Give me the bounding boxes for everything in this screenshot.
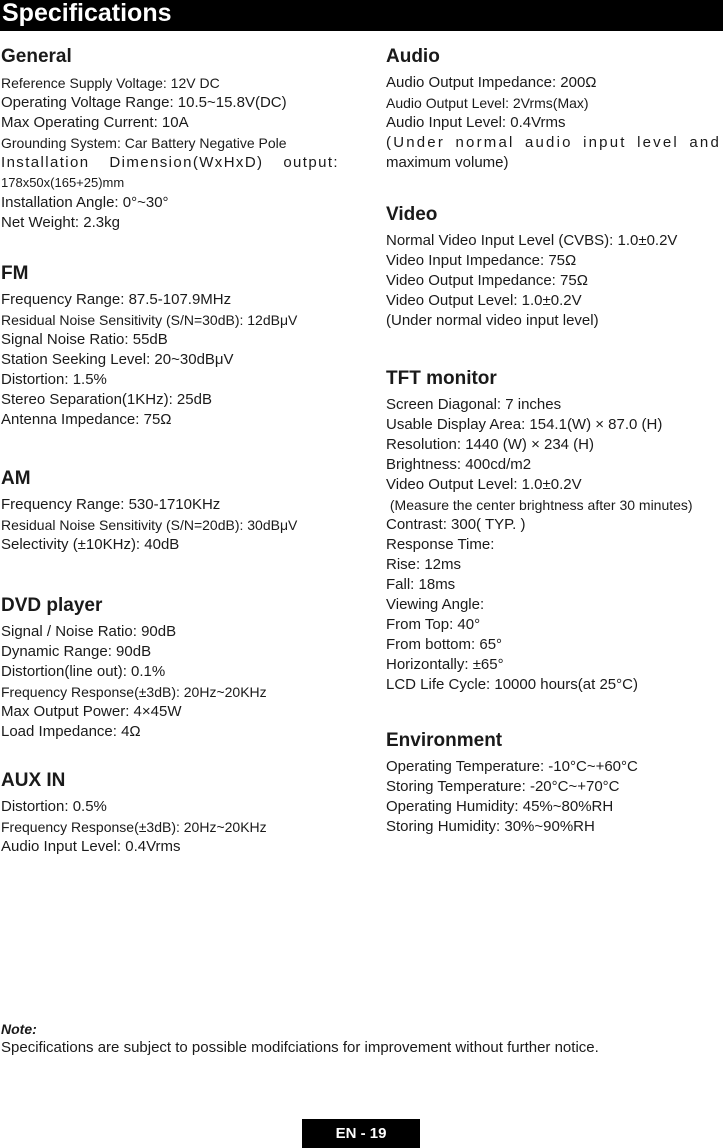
spec-line: 178x50x(165+25)mm bbox=[1, 175, 125, 190]
spec-line: Rise: 12ms bbox=[386, 556, 462, 573]
spec-line: Signal / Noise Ratio: 90dB bbox=[1, 623, 177, 640]
section-video bbox=[386, 202, 677, 331]
section-tft-monitor bbox=[386, 366, 693, 695]
spec-line: Video Output Level: 1.0±0.2V bbox=[386, 476, 582, 493]
section-audio bbox=[386, 44, 721, 173]
spec-line: Selectivity (±10KHz): 40dB bbox=[1, 536, 180, 553]
spec-line: Distortion: 0.5% bbox=[1, 798, 107, 815]
spec-line: Antenna Impedance: 75Ω bbox=[1, 411, 172, 428]
section-aux-in bbox=[1, 768, 267, 857]
section-title-audio: Audio bbox=[386, 46, 440, 67]
spec-line: (Under normal video input level) bbox=[386, 312, 599, 329]
spec-line: Max Operating Current: 10A bbox=[1, 114, 189, 131]
section-dvd-player bbox=[1, 593, 267, 742]
spec-line: Horizontally: ±65° bbox=[386, 656, 504, 673]
spec-line: maximum volume) bbox=[386, 154, 509, 171]
spec-line: Video Output Impedance: 75Ω bbox=[386, 272, 588, 289]
spec-line: Audio Input Level: 0.4Vrms bbox=[386, 114, 566, 131]
spec-line: Video Output Level: 1.0±0.2V bbox=[386, 292, 582, 309]
spec-line: Normal Video Input Level (CVBS): 1.0±0.2V bbox=[386, 232, 678, 249]
spec-line: Max Output Power: 4×45W bbox=[1, 703, 182, 720]
spec-line: Audio Input Level: 0.4Vrms bbox=[1, 838, 181, 855]
section-fm bbox=[1, 261, 297, 430]
spec-line: Operating Humidity: 45%~80%RH bbox=[386, 798, 614, 815]
spec-line: (Measure the center brightness after 30 minutes) bbox=[386, 497, 693, 513]
spec-line: Signal Noise Ratio: 55dB bbox=[1, 331, 168, 348]
spec-line: Response Time: bbox=[386, 536, 495, 553]
spec-line: Installation Angle: 0°~30° bbox=[1, 194, 169, 211]
section-title-am: AM bbox=[1, 468, 31, 489]
spec-line: Stereo Separation(1KHz): 25dB bbox=[1, 391, 212, 408]
section-title-general: General bbox=[1, 46, 72, 67]
spec-line: From Top: 40° bbox=[386, 616, 481, 633]
section-title-environment: Environment bbox=[386, 730, 503, 751]
spec-line: Storing Humidity: 30%~90%RH bbox=[386, 818, 595, 835]
spec-line: Usable Display Area: 154.1(W) × 87.0 (H) bbox=[386, 416, 663, 433]
spec-line: Residual Noise Sensitivity (S/N=20dB): 30dBμV bbox=[1, 517, 298, 533]
spec-line: Dynamic Range: 90dB bbox=[1, 643, 152, 660]
spec-line: Frequency Range: 87.5-107.9MHz bbox=[1, 291, 232, 308]
spec-line: Frequency Response(±3dB): 20Hz~20KHz bbox=[1, 819, 267, 835]
section-title-video: Video bbox=[386, 204, 438, 225]
spec-line: Load Impedance: 4Ω bbox=[1, 723, 141, 740]
section-environment bbox=[386, 728, 638, 837]
spec-line: Operating Temperature: -10°C~+60°C bbox=[386, 758, 638, 775]
spec-line: Distortion(line out): 0.1% bbox=[1, 663, 166, 680]
spec-line: Residual Noise Sensitivity (S/N=30dB): 12dBμV bbox=[1, 312, 298, 328]
spec-line: Installation Dimension(WxHxD) output: bbox=[1, 154, 339, 171]
spec-line: Distortion: 1.5% bbox=[1, 371, 107, 388]
spec-line: Fall: 18ms bbox=[386, 576, 456, 593]
spec-line: LCD Life Cycle: 10000 hours(at 25°C) bbox=[386, 676, 638, 693]
spec-line: Operating Voltage Range: 10.5~15.8V(DC) bbox=[1, 94, 287, 111]
spec-line: Screen Diagonal: 7 inches bbox=[386, 396, 562, 413]
spec-line: Viewing Angle: bbox=[386, 596, 485, 613]
note-block bbox=[1, 1020, 716, 1058]
spec-line: Contrast: 300( TYP. ) bbox=[386, 516, 526, 533]
note-text: Specifications are subject to possible modifciations for improvement without further notice. bbox=[1, 1039, 599, 1056]
spec-line: From bottom: 65° bbox=[386, 636, 503, 653]
spec-line: Frequency Response(±3dB): 20Hz~20KHz bbox=[1, 684, 267, 700]
section-general bbox=[1, 44, 339, 233]
spec-line: Video Input Impedance: 75Ω bbox=[386, 252, 577, 269]
page-title: Specifications bbox=[2, 0, 172, 27]
spec-line: (Under normal audio input level and bbox=[386, 134, 721, 151]
section-title-aux-in: AUX IN bbox=[1, 770, 66, 791]
section-title-tft-monitor: TFT monitor bbox=[386, 368, 497, 389]
spec-line: Net Weight: 2.3kg bbox=[1, 214, 120, 231]
spec-line: Station Seeking Level: 20~30dBμV bbox=[1, 351, 234, 368]
section-title-dvd-player: DVD player bbox=[1, 595, 103, 616]
spec-line: Frequency Range: 530-1710KHz bbox=[1, 496, 221, 513]
spec-line: Resolution: 1440 (W) × 234 (H) bbox=[386, 436, 595, 453]
spec-line: Brightness: 400cd/m2 bbox=[386, 456, 532, 473]
header-bar bbox=[0, 0, 723, 31]
spec-line: Storing Temperature: -20°C~+70°C bbox=[386, 778, 620, 795]
section-am bbox=[1, 466, 297, 555]
page-number-badge: EN - 19 bbox=[302, 1119, 420, 1148]
spec-line: Audio Output Level: 2Vrms(Max) bbox=[386, 95, 589, 111]
spec-line: Reference Supply Voltage: 12V DC bbox=[1, 75, 220, 91]
spec-line: Grounding System: Car Battery Negative Pole bbox=[1, 135, 287, 151]
section-title-fm: FM bbox=[1, 263, 29, 284]
note-label: Note: bbox=[1, 1021, 37, 1037]
spec-line: Audio Output Impedance: 200Ω bbox=[386, 74, 597, 91]
